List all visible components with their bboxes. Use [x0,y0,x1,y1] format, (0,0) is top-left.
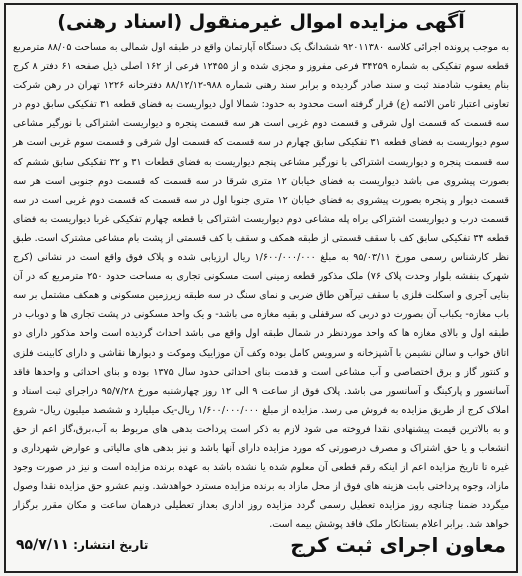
notice-footer [16,527,506,563]
signature: معاون اجرای ثبت کرج [290,533,506,557]
notice-body: به موجب پرونده اجرائی کلاسه ۹۲۰۱۱۳۸۰ ششدانگ یک دستگاه آپارتمان واقع در طبقه اول شمالی به مساحت ۸۸/۰۵ مترمربع قطعه سوم تفکیکی به شماره ۳۴۲۵۹ فرعی مفروز و مجزی شده و از ۱۲۴۵۵ فرعی از ۱۶۲ اصلی ذیل صفحه ۶۱ دفتر ۸ کرج بنام یعقوب شادمند ثبت و سند صادر گردیده و برابر سند رهنی شماره ۹۸۸-۸۸/۱۲/۱۲ دفترخانه ۱۲۲۶ تهران در رهن شرکت تعاونی اعتبار ثامن الائمه (ع) قرار گرفته است محدود به حدود: شمالا اول دیواریست به فضای قطعه ۳۱ تفکیکی سابق دوم در سه قسمت که قسمت اول شرقی و قسمت دوم غربی است هر سه قسمت پنجره و دیواریست اشتراکی با نورگیر مشاعی سوم دیواریست به فضای قطعه ۳۱ تفکیکی سابق چهارم در سه قسمت که قسمت اول شرقی و قسمت سوم غربی است هر سه قسمت پنجره و دیواریست اشتراکی با نورگیر مشاعی پنجم دیواریست به فضای قطعات ۳۱ و ۳۲ تفکیکی سابق ششم که بصورت پیشروی می باشد دیواریست به فضای خیابان ۱۲ متری شرقا در سه قسمت که قسمت دوم جنوبی است هر سه قسمت دیوار و پنجره بصورت پیشروی به فضای خیابان ۱۲ متری جنوبا اول در سه قسمت که قسمت دوم غربی است در سه قسمت درب و دیواریست اشتراکی براه پله مشاعی دوم دیواریست اشتراکی با قطعه چهارم تفکیکی غربا دیواریست به فضای قطعه ۳۴ تفکیکی سابق کف با سقف قسمتی از طبقه همکف و سقف با کف قسمتی از پشت بام مشاعی مشترک است. طبق نظر کارشناس رسمی مورخ ۹۵/۰۳/۱۱ به مبلغ ۱/۶۰۰/۰۰۰/۰۰۰ ریال ارزیابی شده و پلاک فوق واقع است در نشانی (کرج شهرک بنفشه بلوار وحدت پلاک ۷۶) ملک مذکور قطعه زمینی است مسکونی تجاری به مساحت حدود ۲۵۰ مترمربع که در آن بنایی آجری و اسکلت فلزی با سقف تیرآهن طاق ضربی و نمای سنگ در سه طبقه زیرزمین مسکونی و همکف مشتمل بر سه باب مغازه- یکباب آن بصورت دو دربی که سرقفلی و بقیه مغازه می باشد- و یک واحد مسکونی در پشت تجاری ها و دوباب در طبقه اول و بالای مغازه ها که واحد موردنظر در شمال طبقه اول واقع می باشد احداث گردیده است واحد مذکور دارای دو اتاق خواب و سالن نشیمن با آشپزخانه و سرویس کامل بوده وکف آن موزاییک وموکت و دیوارها نقاشی و دارای کابینت فلزی و کنتور گاز و برق اختصاصی و آب مشاعی است و قدمت بنای احداثی حدود سال ۱۳۷۵ بوده و بنای احداثی و واحدها فاقد آسانسور و پارکینگ و آسانسور می باشد. پلاک فوق از ساعت ۹ الی ۱۲ روز چهارشنبه مورخ ۹۵/۷/۲۸ دراجرای ثبت اسناد و املاک کرج از طریق مزایده به فروش می رسد. مزایده از مبلغ ۱/۶۰۰/۰۰۰/۰۰۰ ریال-یک میلیارد و ششصد میلیون ریال- شروع و به بالاترین قیمت پیشنهادی نقدا فروخته می شود لازم به ذکر است پرداخت بدهی های مربوط به آب،برق،گاز اعم از حق انشعاب و یا حق اشتراک و مصرف درصورتی که مورد مزایده دارای آنها باشد و نیز بدهی های مالیاتی و عوارض شهرداری و غیره تا تاریخ مزایده اعم از اینکه رقم قطعی آن معلوم شده یا نشده باشد به عهده برنده مزایده است و نیز در صورت وجود مازاد، وجوه پرداختی بابت هزینه های فوق از محل مازاد به برنده مزایده مسترد خواهدشد. ونیم عشرو حق مزایده نقدا وصول میگردد ضمنا چنانچه روز مزایده تعطیل رسمی گردد مزایده روز اداری بعداز تعطیلی درهمان ساعت و مکان مقرر برگزار خواهد شد. برابر اعلام بستانکار ملک فاقد پوشش بیمه است. [13,42,510,531]
auction-notice [4,3,518,573]
notice-title: آگهی مزایده اموال غیرمنقول (اسناد رهنی) [57,11,465,33]
publication-date-value: ۹۵/۷/۱۱ [16,537,69,553]
publication-date-label: تاریخ انتشار: [73,538,149,552]
publication-date [16,537,148,553]
